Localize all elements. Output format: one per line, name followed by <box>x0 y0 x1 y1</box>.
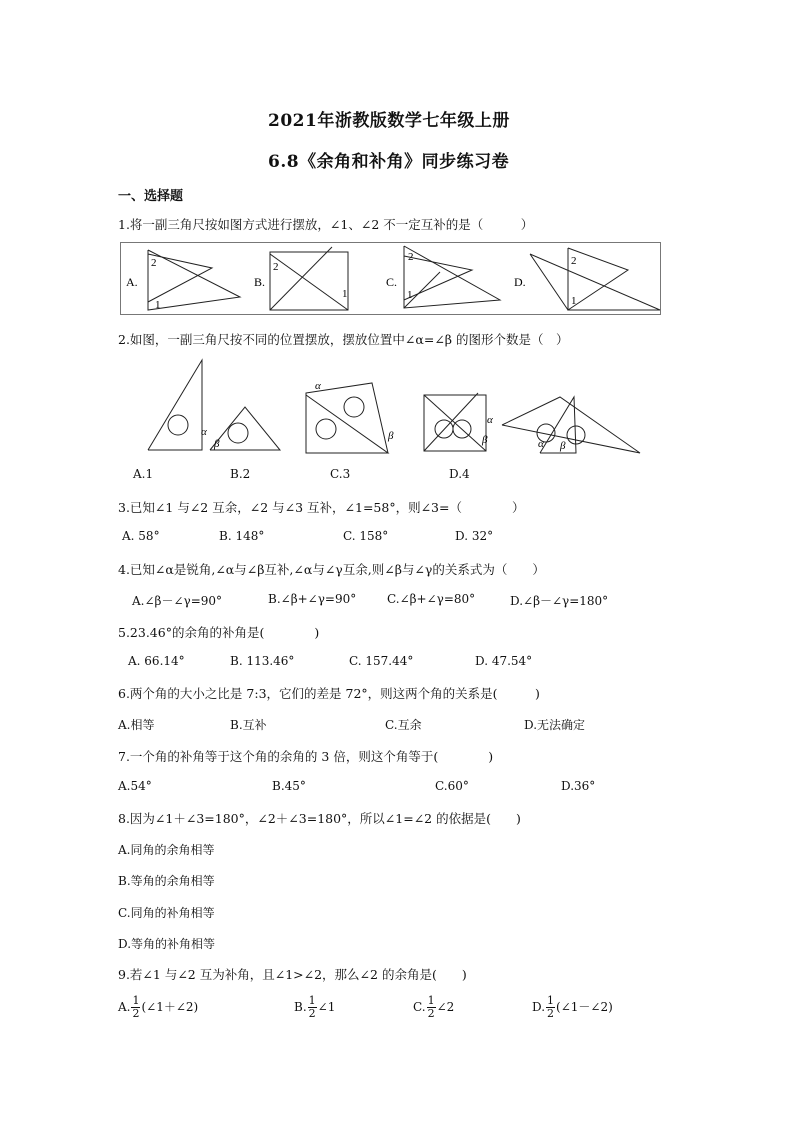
page-title: 2021年浙教版数学七年级上册 <box>268 111 510 131</box>
q6-option-d[interactable]: D.无法确定 <box>524 718 586 732</box>
q2-option-d[interactable]: D.4 <box>449 467 470 481</box>
q2-figure-3 <box>424 393 493 451</box>
q1-b-angle-1: 1 <box>342 288 348 300</box>
q2-f3-beta: β <box>482 434 488 446</box>
q1-figure-c <box>386 246 500 308</box>
q8-option-d[interactable]: D.等角的补角相等 <box>118 937 216 951</box>
q9-d-numerator: 1 <box>547 994 555 1007</box>
q5-option-c[interactable]: C. 157.44° <box>349 654 414 668</box>
q1-a-angle-1: 1 <box>155 299 161 311</box>
q9-b-fraction <box>308 995 317 1020</box>
question-1-stem: 1.将一副三角尺按如图方式进行摆放，∠1、∠2 不一定互补的是（ ） <box>118 217 534 232</box>
question-6-stem: 6.两个角的大小之比是 7:3，它们的差是 72°，则这两个角的关系是( ) <box>118 686 540 701</box>
q3-option-d[interactable]: D. 32° <box>455 529 494 543</box>
q2-figure-4 <box>502 397 640 453</box>
q7-option-c[interactable]: C.60° <box>435 779 469 793</box>
q9-b-numerator: 1 <box>308 994 316 1007</box>
q2-f1-alpha: α <box>201 426 207 438</box>
q1-d-option: D. <box>514 275 526 289</box>
q9-option-b[interactable] <box>294 995 335 1020</box>
q4-option-b[interactable]: B.∠β+∠γ=90° <box>268 592 357 606</box>
q1-figure-d <box>514 248 660 310</box>
q1-d-angle-1: 1 <box>571 295 577 307</box>
question-4-stem: 4.已知∠α是锐角,∠α与∠β互补,∠α与∠γ互余,则∠β与∠γ的关系式为（ ） <box>118 562 545 577</box>
question-7-stem: 7.一个角的补角等于这个角的余角的 3 倍，则这个角等于( ) <box>118 749 494 764</box>
q6-option-b[interactable]: B.互补 <box>230 718 267 732</box>
q9-b-prefix: B. <box>294 1000 307 1014</box>
q9-a-fraction <box>131 995 140 1020</box>
question-5-stem: 5.23.46°的余角的补角是( ) <box>118 625 320 640</box>
q2-figure-2 <box>306 380 394 453</box>
q7-option-d[interactable]: D.36° <box>561 779 596 793</box>
q9-a-prefix: A. <box>118 1000 131 1014</box>
q2-f2-alpha: α <box>315 380 321 392</box>
q6-option-c[interactable]: C.互余 <box>385 718 422 732</box>
q1-figure-b <box>254 247 348 310</box>
q9-b-denominator: 2 <box>308 1007 316 1020</box>
q5-option-a[interactable]: A. 66.14° <box>128 654 185 668</box>
q1-a-angle-2: 2 <box>151 257 157 269</box>
q3-option-b[interactable]: B. 148° <box>219 529 265 543</box>
section-heading: 一、选择题 <box>118 189 184 204</box>
q9-c-expr: ∠2 <box>436 1000 455 1014</box>
q3-option-c[interactable]: C. 158° <box>343 529 389 543</box>
q7-option-b[interactable]: B.45° <box>272 779 306 793</box>
q9-a-expr: (∠1＋∠2) <box>141 1000 199 1014</box>
q1-figure-strip <box>120 242 665 317</box>
q1-b-option: B. <box>254 275 266 289</box>
q4-option-c[interactable]: C.∠β+∠γ=80° <box>387 592 476 606</box>
q9-c-numerator: 1 <box>427 994 435 1007</box>
q9-a-numerator: 1 <box>132 994 140 1007</box>
q2-figure-strip <box>140 355 650 455</box>
q2-f4-alpha: α <box>538 438 544 450</box>
question-2-stem: 2.如图，一副三角尺按不同的位置摆放，摆放位置中∠α=∠β 的图形个数是（ ） <box>118 332 569 347</box>
q1-c-angle-1: 1 <box>407 289 413 301</box>
q7-option-a[interactable]: A.54° <box>118 779 152 793</box>
q1-figure-a <box>126 250 240 311</box>
q2-figure-1 <box>148 360 280 450</box>
q9-option-a[interactable] <box>118 995 198 1020</box>
q2-option-c[interactable]: C.3 <box>330 467 351 481</box>
q1-b-angle-2: 2 <box>273 261 279 273</box>
q9-option-d[interactable] <box>532 995 613 1020</box>
q9-option-c[interactable] <box>413 995 454 1020</box>
q6-option-a[interactable]: A.相等 <box>118 718 155 732</box>
q5-option-d[interactable]: D. 47.54° <box>475 654 533 668</box>
q9-d-prefix: D. <box>532 1000 546 1014</box>
question-9-stem: 9.若∠1 与∠2 互为补角，且∠1>∠2，那么∠2 的余角是( ) <box>118 967 467 982</box>
q2-f3-alpha: α <box>487 414 493 426</box>
q1-d-angle-2: 2 <box>571 255 577 267</box>
q1-a-option: A. <box>126 275 138 289</box>
q1-c-option: C. <box>386 275 398 289</box>
q9-c-prefix: C. <box>413 1000 426 1014</box>
q9-d-fraction <box>546 995 555 1020</box>
q2-f4-beta: β <box>560 440 566 452</box>
q1-c-angle-2: 2 <box>408 251 414 263</box>
q2-option-b[interactable]: B.2 <box>230 467 251 481</box>
q2-f2-beta: β <box>388 430 394 442</box>
q3-option-a[interactable]: A. 58° <box>122 529 160 543</box>
page-subtitle: 6.8《余角和补角》同步练习卷 <box>268 152 510 172</box>
q5-option-b[interactable]: B. 113.46° <box>230 654 295 668</box>
q8-option-b[interactable]: B.等角的余角相等 <box>118 874 215 888</box>
q9-a-denominator: 2 <box>132 1007 140 1020</box>
q8-option-a[interactable]: A.同角的余角相等 <box>118 843 215 857</box>
question-8-stem: 8.因为∠1＋∠3=180°，∠2＋∠3=180°，所以∠1=∠2 的依据是( ) <box>118 811 521 826</box>
q9-c-fraction <box>427 995 436 1020</box>
question-3-stem: 3.已知∠1 与∠2 互余，∠2 与∠3 互补，∠1=58°，则∠3=（ ） <box>118 500 525 515</box>
q2-f1-beta: β <box>214 438 220 450</box>
q9-d-denominator: 2 <box>547 1007 555 1020</box>
q4-option-a[interactable]: A.∠β－∠γ=90° <box>132 594 223 608</box>
q8-option-c[interactable]: C.同角的补角相等 <box>118 906 215 920</box>
q4-option-d[interactable]: D.∠β－∠γ=180° <box>510 594 609 608</box>
q2-option-a[interactable]: A.1 <box>133 467 154 481</box>
q9-b-expr: ∠1 <box>317 1000 336 1014</box>
q9-c-denominator: 2 <box>427 1007 435 1020</box>
q9-d-expr: (∠1－∠2) <box>556 1000 613 1014</box>
